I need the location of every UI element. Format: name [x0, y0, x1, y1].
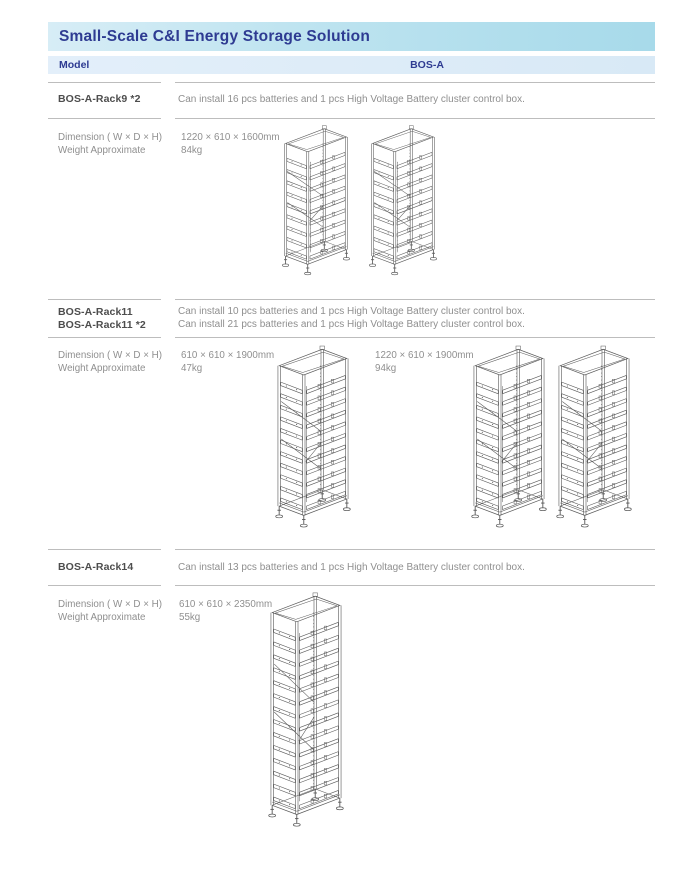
- rack-drawing: [272, 345, 354, 533]
- spec-values: [179, 598, 272, 624]
- title-bar: [48, 22, 655, 51]
- weight-value: 55kg: [179, 612, 201, 623]
- weight-value: 94kg: [375, 363, 397, 374]
- divider: [48, 118, 161, 119]
- divider: [175, 549, 655, 550]
- divider: [48, 337, 161, 338]
- divider: [48, 585, 161, 586]
- model-name: BOS-A-Rack14: [58, 561, 134, 573]
- divider: [175, 82, 655, 83]
- model-description: Can install 10 pcs batteries and 1 pcs High Voltage Battery cluster control box. Can install 21 pcs batteries and 1 pcs High Voltage Battery cluster control box.: [178, 306, 525, 330]
- model-name: BOS-A-Rack11 BOS-A-Rack11 *2: [58, 306, 146, 331]
- divider: [175, 299, 655, 300]
- spec-labels: [58, 131, 162, 157]
- weight-label: Weight Approximate: [58, 145, 146, 156]
- weight-label: Weight Approximate: [58, 612, 146, 623]
- divider: [48, 549, 161, 550]
- divider: [48, 82, 161, 83]
- column-header-model: Model: [59, 59, 90, 71]
- table-header-row: [48, 56, 655, 74]
- dimension-value: 610 × 610 × 2350mm: [179, 599, 273, 610]
- rack-drawing: [279, 125, 440, 280]
- divider: [175, 337, 655, 338]
- rack-isometric-drawing: [265, 592, 347, 832]
- weight-value: 47kg: [181, 363, 203, 374]
- weight-label: Weight Approximate: [58, 363, 146, 374]
- divider: [175, 118, 655, 119]
- spec-labels: [58, 349, 162, 375]
- dimension-label: Dimension ( W × D × H): [58, 132, 162, 143]
- rack-isometric-drawing: [366, 125, 440, 280]
- dimension-label: Dimension ( W × D × H): [58, 599, 162, 610]
- spec-labels: [58, 598, 162, 624]
- rack-drawing: [468, 345, 635, 533]
- dimension-label: Dimension ( W × D × H): [58, 350, 162, 361]
- model-description: Can install 16 pcs batteries and 1 pcs High Voltage Battery cluster control box.: [178, 94, 525, 105]
- column-header-product: BOS-A: [410, 59, 444, 71]
- rack-isometric-drawing: [272, 345, 354, 533]
- rack-isometric-drawing: [279, 125, 353, 280]
- rack-isometric-drawing: [468, 345, 550, 533]
- divider: [175, 585, 655, 586]
- dimension-value: 1220 × 610 × 1600mm: [181, 132, 280, 143]
- rack-drawing: [265, 592, 347, 832]
- rack-isometric-drawing: [553, 345, 635, 533]
- weight-value: 84kg: [181, 145, 203, 156]
- divider: [48, 299, 161, 300]
- model-description: Can install 13 pcs batteries and 1 pcs High Voltage Battery cluster control box.: [178, 562, 525, 573]
- spec-values: [375, 349, 474, 375]
- dimension-value: 1220 × 610 × 1900mm: [375, 350, 474, 361]
- page-title: Small-Scale C&I Energy Storage Solution: [59, 27, 370, 45]
- spec-values: [181, 131, 280, 157]
- dimension-value: 610 × 610 × 1900mm: [181, 350, 275, 361]
- model-name: BOS-A-Rack9 *2: [58, 93, 141, 105]
- spec-values: [181, 349, 274, 375]
